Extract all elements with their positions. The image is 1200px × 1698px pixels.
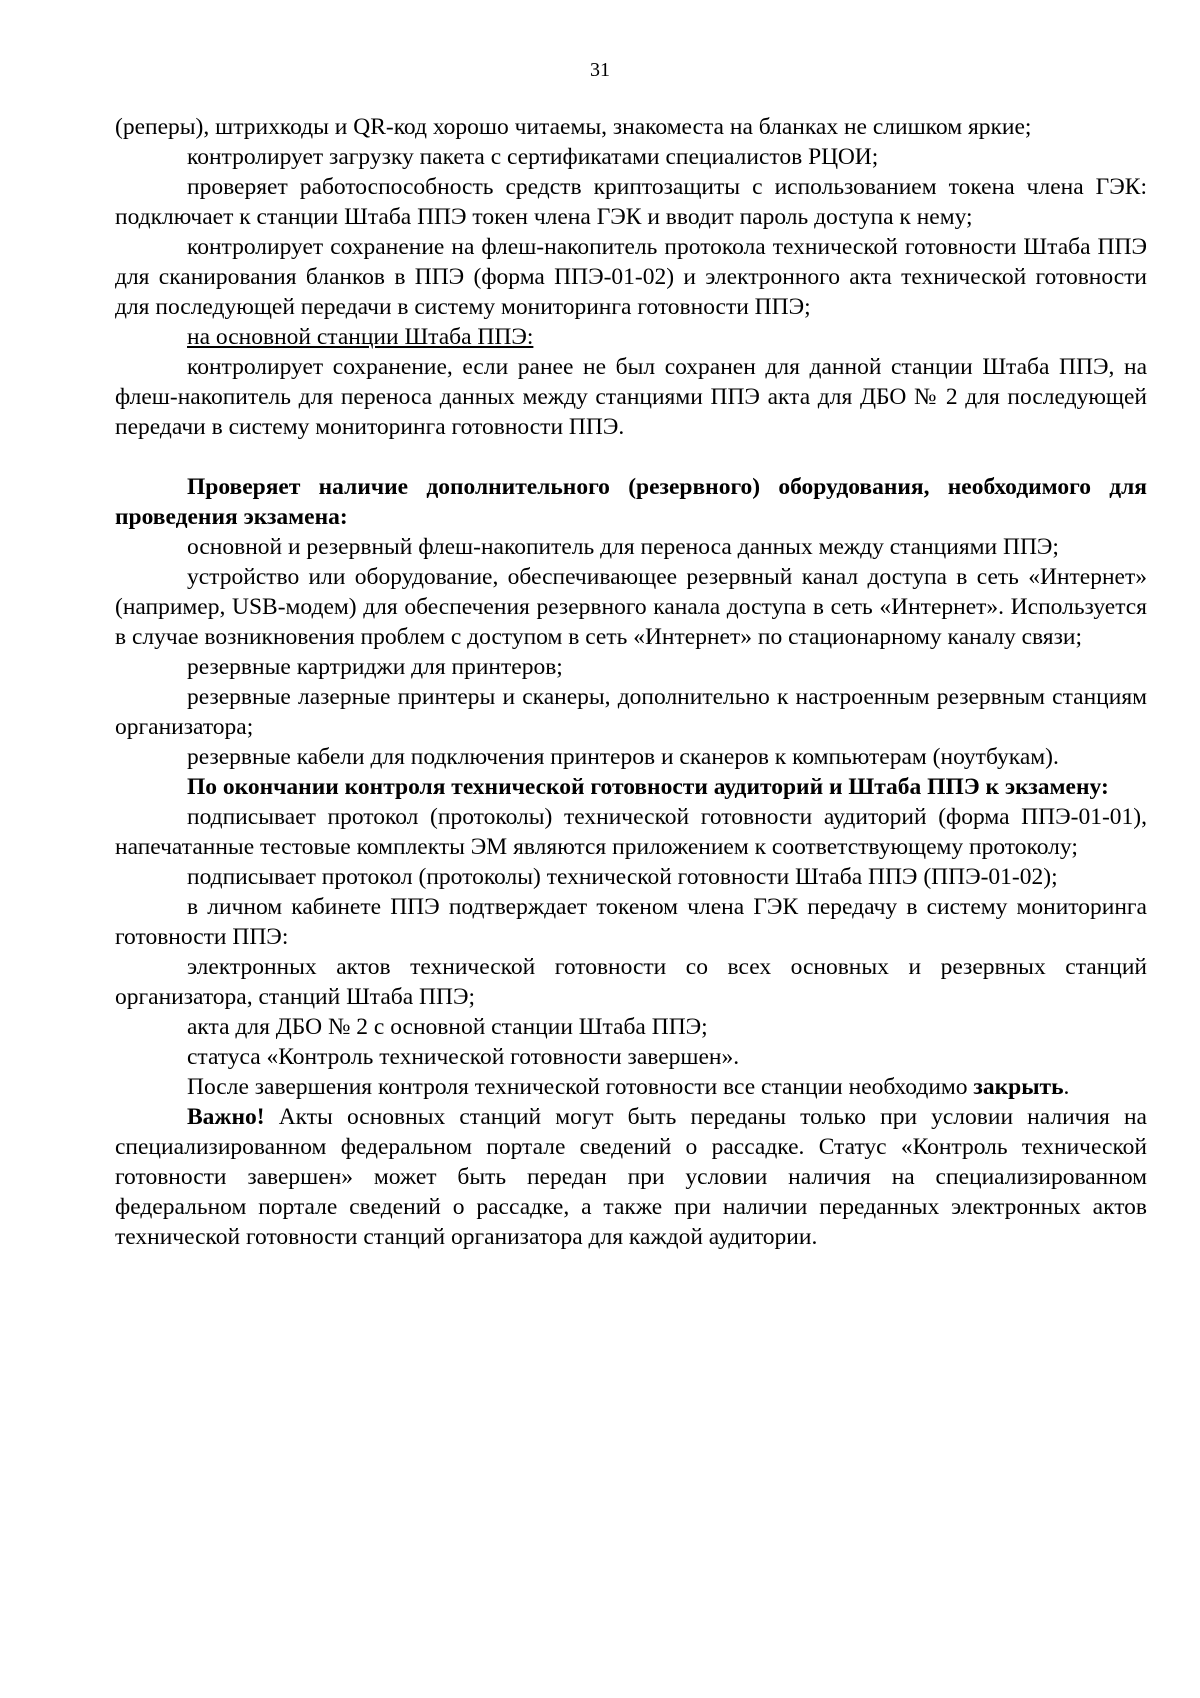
list-item-sign-protocol-staff: подписывает протокол (протоколы) технической готовности Штаба ППЭ (ППЭ-01-02); xyxy=(187,864,1058,890)
list-item-reserve-channel: устройство или оборудование, обеспечивающее резервный канал доступа в сеть «Интернет» (например, USB-модем) для обеспечения резервного канала доступа в сеть «Интернет». Используется в случае возникновения проблем с доступом в сеть «Интернет» по стационарному каналу связи; xyxy=(115,564,1147,650)
list-item-flash-drive: основной и резервный флеш-накопитель для переноса данных между станциями ППЭ; xyxy=(187,534,1059,560)
text-run: . xyxy=(1063,1074,1070,1100)
paragraph-close-stations xyxy=(115,1072,1147,1102)
bold-heading: По окончании контроля технической готовности аудиторий и Штаба ППЭ к экзамену: xyxy=(187,774,1109,800)
paragraph-main-station-heading xyxy=(115,322,1147,352)
paragraph-markers-readable: (реперы), штрихкоды и QR-код хорошо читаемы, знакоместа на бланках не слишком яркие; xyxy=(115,114,1032,140)
list-item-cables: резервные кабели для подключения принтеров и сканеров к компьютерам (ноутбукам). xyxy=(187,744,1059,770)
list-item-status: статуса «Контроль технической готовности завершен». xyxy=(187,1044,740,1070)
important-note-text: Акты основных станций могут быть переданы только при условии наличия на специализированном федеральном портале сведений о рассадке. Статус «Контроль технической готовности завершен» может быть передан при условии наличия на специализированном федеральном портале сведений о рассадке, а также при наличии переданных электронных актов технической готовности станций организатора для каждой аудитории. xyxy=(115,1104,1147,1250)
page-number: 31 xyxy=(590,59,610,81)
text-run: После завершения контроля технической готовности все станции необходимо xyxy=(187,1074,974,1100)
important-label: Важно! xyxy=(187,1104,265,1130)
list-item-sign-protocol-audiences: подписывает протокол (протоколы) технической готовности аудиторий (форма ППЭ-01-01), напечатанные тестовые комплекты ЭМ являются приложением к соответствующему протоколу; xyxy=(115,804,1147,860)
list-item-confirm-transfer: в личном кабинете ППЭ подтверждает токеном члена ГЭК передачу в систему мониторинга готовности ППЭ: xyxy=(115,894,1147,950)
paragraph-important-note xyxy=(115,1102,1147,1252)
list-item-cartridges: резервные картриджи для принтеров; xyxy=(187,654,563,680)
underlined-text: на основной станции Штаба ППЭ: xyxy=(187,324,534,350)
paragraph-dbo-act-save: контролирует сохранение, если ранее не был сохранен для данной станции Штаба ППЭ, на флеш-накопитель для переноса данных между станциями ППЭ акта для ДБО № 2 для последующей передачи в систему мониторинга готовности ППЭ. xyxy=(115,354,1147,440)
list-item-printers-scanners: резервные лазерные принтеры и сканеры, дополнительно к настроенным резервным станциям организатора; xyxy=(115,684,1147,740)
paragraph-protocol-save: контролирует сохранение на флеш-накопитель протокола технической готовности Штаба ППЭ для сканирования бланков в ППЭ (форма ППЭ-01-02) и электронного акта технической готовности для последующей передачи в систему мониторинга готовности ППЭ; xyxy=(115,234,1147,320)
paragraph-crypto-check: проверяет работоспособность средств криптозащиты с использованием токена члена ГЭК: подключает к станции Штаба ППЭ токен члена ГЭК и вводит пароль доступа к нему; xyxy=(115,174,1147,230)
section-heading-reserve-equipment xyxy=(115,472,1147,532)
paragraph-certificates-upload: контролирует загрузку пакета с сертификатами специалистов РЦОИ; xyxy=(187,144,879,170)
document-body xyxy=(115,112,1147,1252)
section-heading-after-control xyxy=(115,772,1147,802)
list-item-electronic-acts: электронных актов технической готовности со всех основных и резервных станций организатора, станций Штаба ППЭ; xyxy=(115,954,1147,1010)
bold-heading: Проверяет наличие дополнительного (резервного) оборудования, необходимого для проведения экзамена: xyxy=(115,474,1147,530)
bold-word-close: закрыть xyxy=(973,1074,1064,1100)
paragraph-gap xyxy=(115,442,1147,472)
list-item-dbo-act: акта для ДБО № 2 с основной станции Штаба ППЭ; xyxy=(187,1014,708,1040)
